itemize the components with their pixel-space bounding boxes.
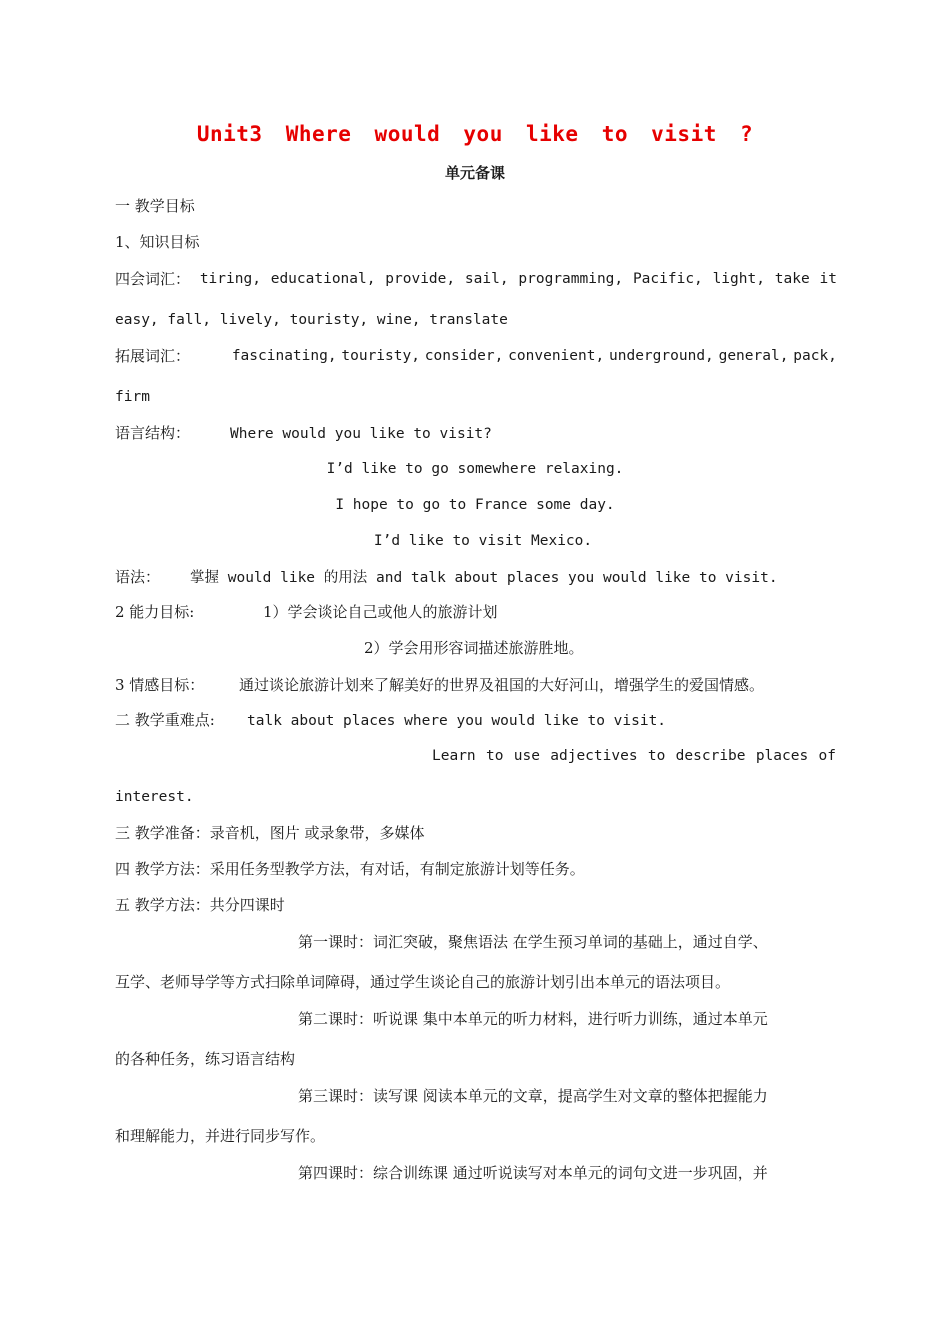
vocab-word: sail,: [464, 271, 509, 287]
section-teaching-goals: 一 教学目标: [115, 197, 195, 215]
structure-line: [115, 422, 837, 445]
emotion-text: 通过谈论旅游计划来了解美好的世界及祖国的大好河山，增强学生的爱国情感。: [239, 676, 765, 694]
vocab-label: 四会词汇：: [115, 270, 191, 288]
key-points-label: 二 教学重难点:: [115, 711, 215, 729]
structure-sentence: Where would you like to visit?: [230, 426, 492, 442]
ext-vocab-word: consider,: [424, 348, 504, 364]
key-word: adjectives: [550, 748, 638, 764]
ext-vocab-word: convenient,: [508, 348, 605, 364]
grammar-text: 掌握 would like 的用法 and talk about places you would like to visit.: [190, 570, 778, 586]
key-word: to: [647, 748, 666, 764]
lesson-2-line-2: 的各种任务，练习语言结构: [115, 1050, 296, 1068]
lesson-2-line-1: 第二课时：听说课 集中本单元的听力材料，进行听力训练，通过本单元: [298, 1010, 768, 1028]
structure-sentence: I’d like to go somewhere relaxing.: [326, 461, 624, 477]
subtitle: 单元备课: [444, 164, 505, 182]
prep-line: 三 教学准备：录音机，图片 或录象带，多媒体: [115, 824, 425, 842]
lesson-3-line-2: 和理解能力，并进行同步写作。: [115, 1127, 326, 1145]
key-word: places: [755, 748, 809, 764]
key-word: Learn: [432, 748, 476, 764]
ext-vocab-line-2: firm: [115, 389, 150, 405]
ext-vocab-label: 拓展词汇：: [115, 347, 191, 365]
ability-item: 1）学会谈论自己或他人的旅游计划: [263, 603, 498, 621]
ability-item: 2）学会用形容词描述旅游胜地。: [364, 639, 584, 657]
key-points-line-3: interest.: [115, 789, 194, 805]
key-word: of: [818, 748, 836, 764]
vocab-word: programming,: [518, 271, 624, 287]
vocab-word: provide,: [385, 271, 456, 287]
vocab-line-2: easy, fall, lively, touristy, wine, translate: [115, 312, 508, 328]
unit-title: Unit3 Where would you like to visit ?: [196, 122, 754, 146]
ext-vocab-word: fascinating,: [231, 348, 337, 364]
knowledge-goals-heading: 1、知识目标: [115, 233, 200, 251]
key-points-line: [115, 709, 837, 732]
grammar-line: [115, 566, 837, 589]
structure-sentence: I hope to go to France some day.: [335, 497, 615, 513]
key-word: describe: [675, 748, 746, 764]
grammar-label: 语法：: [115, 568, 161, 586]
ability-label: 2 能力目标:: [115, 603, 195, 621]
ability-line: [115, 601, 837, 623]
vocab-word: tiring,: [199, 271, 261, 287]
vocab-word: take: [774, 271, 810, 287]
lesson-4-line-1: 第四课时：综合训练课 通过听说读写对本单元的词句文进一步巩固，并: [298, 1164, 768, 1182]
ext-vocab-line-1: [115, 345, 837, 367]
lesson-1-line-1: 第一课时：词汇突破，聚焦语法 在学生预习单词的基础上，通过自学、: [298, 933, 768, 951]
key-points-line-2: [432, 745, 836, 767]
vocab-line-1: [115, 268, 837, 290]
lesson-1-line-2: 互学、老师导学等方式扫除单词障碍，通过学生谈论自己的旅游计划引出本单元的语法项目。: [115, 973, 731, 991]
method-line: 四 教学方法：采用任务型教学方法，有对话，有制定旅游计划等任务。: [115, 860, 585, 878]
vocab-word: it: [819, 271, 837, 287]
ext-vocab-word: pack,: [793, 348, 837, 364]
vocab-word: educational,: [270, 271, 376, 287]
key-word: use: [513, 748, 540, 764]
structure-sentence: I’d like to visit Mexico.: [373, 533, 593, 549]
ext-vocab-word: general,: [718, 348, 789, 364]
key-points-text: talk about places where you would like to visit.: [247, 713, 667, 729]
vocab-word: light,: [712, 271, 765, 287]
key-word: to: [485, 748, 504, 764]
ext-vocab-word: touristy,: [341, 348, 420, 364]
ext-vocab-word: underground,: [609, 348, 714, 364]
structure-label: 语言结构：: [115, 424, 191, 442]
schedule-line: 五 教学方法：共分四课时: [115, 896, 285, 914]
emotion-line: [115, 674, 837, 696]
emotion-label: 3 情感目标：: [115, 676, 205, 694]
vocab-word: Pacific,: [632, 271, 703, 287]
lesson-3-line-1: 第三课时：读写课 阅读本单元的文章，提高学生对文章的整体把握能力: [298, 1087, 768, 1105]
